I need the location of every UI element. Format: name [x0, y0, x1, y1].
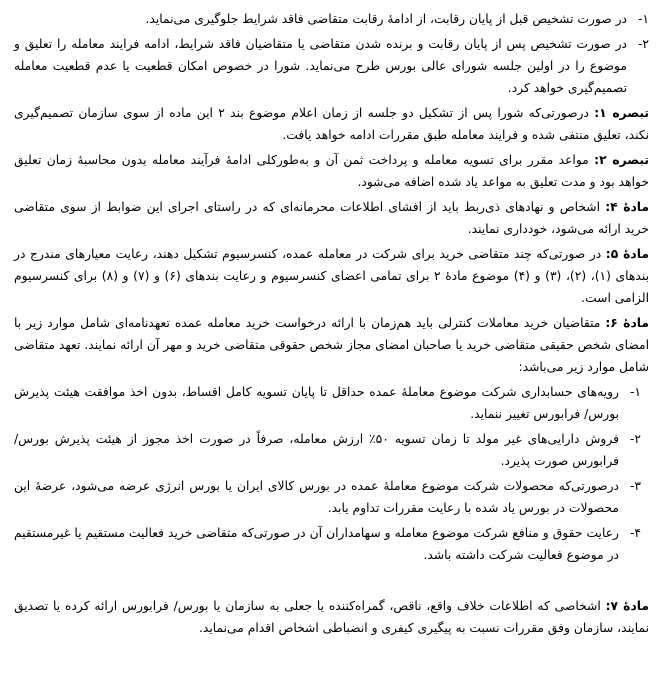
note-2-lead: تبصره ۲:	[594, 153, 649, 167]
article-5-lead: مادۀ ۵:	[605, 247, 649, 261]
article-6	[14, 312, 649, 378]
article-4-lead: مادۀ ۴:	[605, 200, 649, 214]
spacer	[14, 569, 649, 595]
article-6-text: متقاضیان خرید معاملات کنترلی باید هم‌زمان با ارائه درخواست خرید معامله عمده تعهدنامه‌ای شامل موارد زیر با امضای شخص حقیقی متقاضی خرید یا صاحبان امضای مجاز شخص حقوقی متقاضی خرید و مهر آن ارائه نمایند. تعهد متقاضی شامل موارد زیر می‌باشد:	[14, 316, 649, 374]
list-item-number: ۲-	[637, 37, 649, 51]
article-5-text: در صورتی‌که چند متقاضی خرید برای شرکت در معامله عمده، کنسرسیوم تشکیل دهند، رعایت معیارهای مندرج در بندهای (۱)، (۲)، (۳) و (۴) موضوع مادۀ ۲ برای تمامی اعضای کنسرسیوم و رعایت بندهای (۶) و (۷) و (۸) برای کنسرسیوم الزامی است.	[14, 247, 649, 305]
note-2	[14, 149, 649, 193]
article-5	[14, 243, 649, 309]
list-item-2	[14, 33, 649, 99]
sub-item-text: رویه‌های حسابداری شرکت موضوع معاملۀ عمده حداقل تا پایان تسویه کامل اقساط، بدون اخذ موافقت هیئت پذیرش بورس/ فرابورس تغییر ننماید.	[14, 385, 619, 421]
note-2-text: مواعد مقرر برای تسویه معامله و پرداخت ثمن آن و به‌طورکلی ادامۀ فرآیند معامله بدون محاسبۀ زمان تعلیق خواهد بود و مدت تعلیق به مواعد یاد شده اضافه می‌شود.	[14, 153, 649, 189]
sub-item-3	[14, 475, 641, 519]
sub-item-number: ۱-	[629, 385, 641, 399]
list-item-number: ۱-	[637, 12, 649, 26]
sub-item-text: درصورتی‌که محصولات شرکت موضوع معاملۀ عمده در بورس کالای ایران یا بورس انرژی عرضه می‌شود، عرضۀ این محصولات در بورس یاد شده با رعایت مقررات تداوم یابد.	[14, 479, 619, 515]
sub-item-number: ۲-	[629, 432, 641, 446]
article-6-lead: مادۀ ۶:	[605, 316, 649, 330]
list-item-text: در صورت تشخیص پس از پایان رقابت و برنده شدن متقاضی یا متقاضیان فاقد شرایط، ادامه فرایند معامله را تعلیق و موضوع را در اولین جلسه شورای عالی بورس طرح می‌نماید. شورا در خصوص امکان قطعیت یا عدم قطعیت معامله تصمیم‌گیری خواهد کرد.	[14, 37, 627, 95]
list-item-text: در صورت تشخیص قبل از پایان رقابت، از ادامۀ رقابت متقاضی فاقد شرایط جلوگیری می‌نماید.	[145, 12, 627, 26]
sub-item-4	[14, 522, 641, 566]
sub-item-text: رعایت حقوق و منافع شرکت موضوع معامله و سهامداران آن در صورتی‌که متقاضی خرید فعالیت مستقیم یا غیرمستقیم در موضوع فعالیت شرکت داشته باشد.	[14, 526, 619, 562]
sub-item-2	[14, 428, 641, 472]
list-item-1	[14, 8, 649, 30]
article-7	[14, 595, 649, 639]
article-7-lead: مادۀ ۷:	[605, 599, 649, 613]
note-1	[14, 102, 649, 146]
sub-item-text: فروش دارایی‌های غیر مولد تا زمان تسویه ۵۰٪ ارزش معامله، صرفاً در صورت اخذ مجوز از هیئت پذیرش بورس/ فرابورس صورت پذیرد.	[14, 432, 619, 468]
sub-item-1	[14, 381, 641, 425]
article-4	[14, 196, 649, 240]
sub-item-number: ۴-	[629, 526, 641, 540]
note-1-lead: تبصره ۱:	[594, 106, 649, 120]
article-7-text: اشخاصی که اطلاعات خلاف واقع، ناقص، گمراه‌کننده یا جعلی به سازمان یا بورس/ فرابورس ارائه کرده یا تصدیق نمایند، سازمان وفق مقررات نسبت به پیگیری کیفری و انضباطی اشخاص اقدام می‌نماید.	[14, 599, 649, 635]
sub-item-number: ۳-	[629, 479, 641, 493]
article-4-text: اشخاص و نهادهای ذی‌ربط باید از افشای اطلاعات محرمانه‌ای که در راستای اجرای این ضوابط از سوی متقاضی خرید ارائه می‌شود، خودداری نمایند.	[14, 200, 649, 236]
note-1-text: درصورتی‌که شورا پس از تشکیل دو جلسه از زمان اعلام موضوع بند ۲ این ماده از سوی سازمان تصمیم‌گیری نکند، تعلیق منتفی شده و فرایند معامله طبق مقررات ادامه خواهد یافت.	[14, 106, 649, 142]
